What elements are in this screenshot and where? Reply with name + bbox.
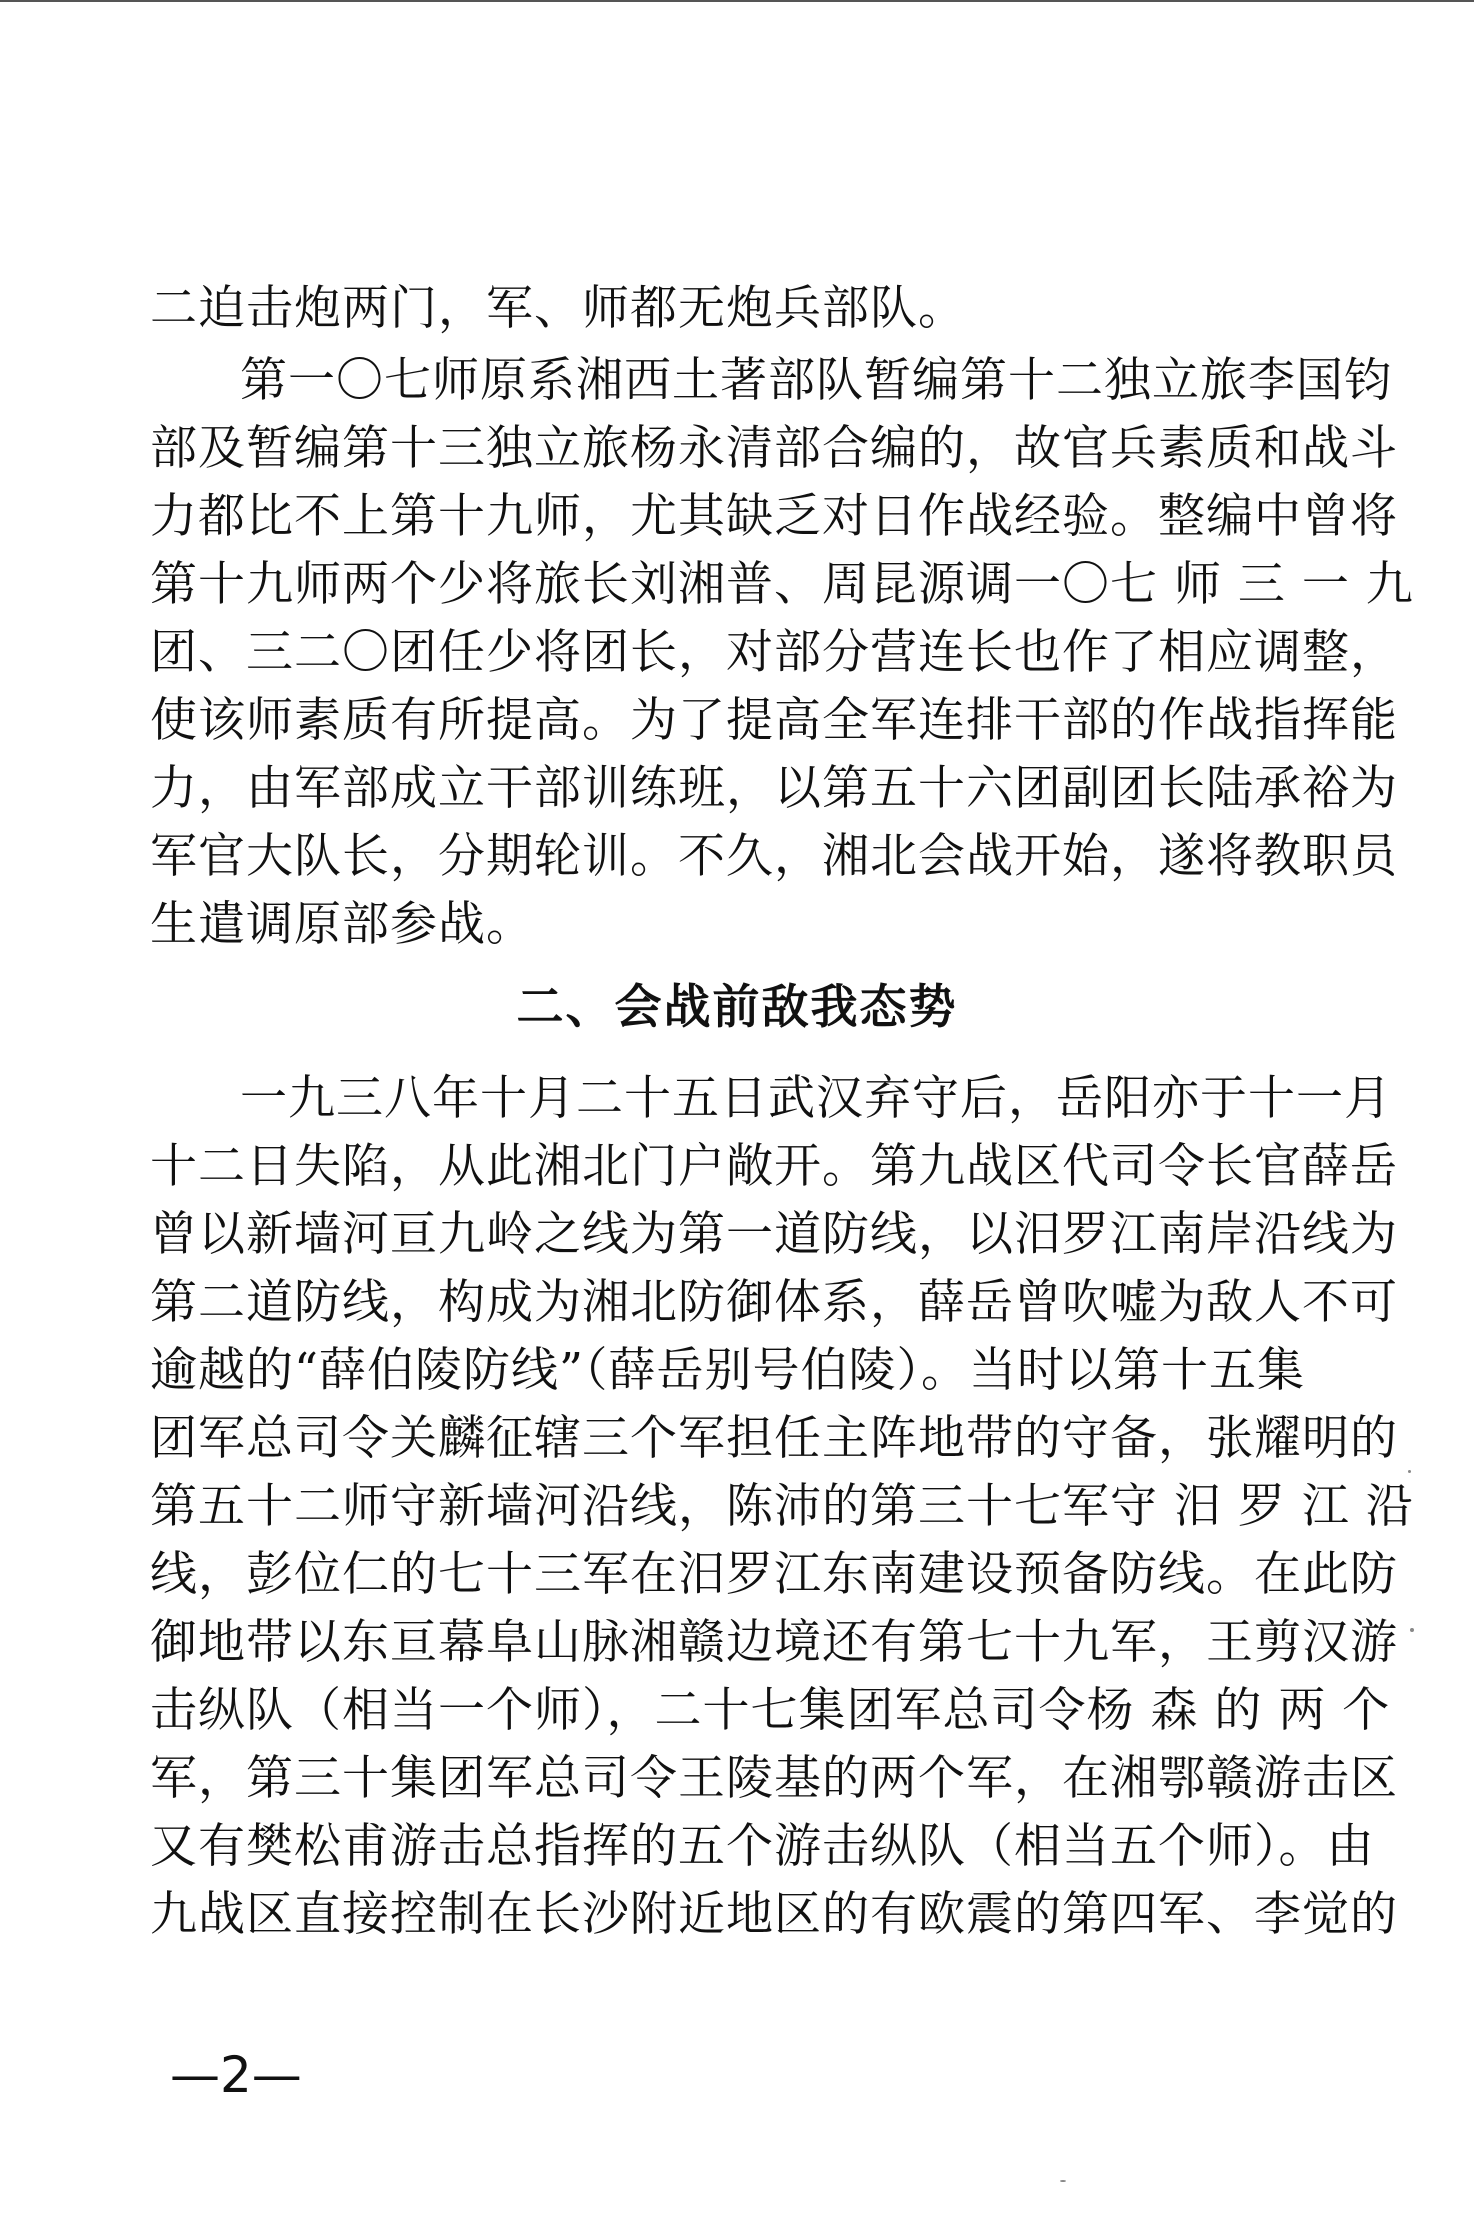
text-line: 一九三八年十月二十五日武汉弃守后，岳阳亦于十一月 bbox=[240, 1071, 1392, 1126]
text-line: 线，彭位仁的七十三军在汨罗江东南建设预备防线。在此防 bbox=[150, 1547, 1398, 1602]
text-line: 第一〇七师原系湘西土著部队暂编第十二独立旅李国钧 bbox=[240, 353, 1392, 408]
text-line: 曾以新墙河亘九岭之线为第一道防线，以汨罗江南岸沿线为 bbox=[150, 1207, 1398, 1262]
text-line: 第二道防线，构成为湘北防御体系，薛岳曾吹嘘为敌人不可 bbox=[150, 1275, 1398, 1330]
text-line: 军，第三十集团军总司令王陵基的两个军，在湘鄂赣游击区 bbox=[150, 1751, 1398, 1806]
text-line: 团、三二〇团任少将团长，对部分营连长也作了相应调整， bbox=[150, 625, 1398, 680]
scan-speck bbox=[1060, 2180, 1066, 2182]
text-line: 九战区直接控制在长沙附近地区的有欧震的第四军、李觉的 bbox=[150, 1887, 1398, 1942]
text-line: 力，由军部成立干部训练班，以第五十六团副团长陆承裕为 bbox=[150, 761, 1398, 816]
text-line: 又有樊松甫游击总指挥的五个游击纵队（相当五个师）。由 bbox=[150, 1819, 1375, 1874]
page-number: —2— bbox=[170, 2046, 302, 2104]
text-line: 军官大队长，分期轮训。不久，湘北会战开始，遂将教职员 bbox=[150, 829, 1398, 884]
text-line: 部及暂编第十三独立旅杨永清部合编的，故官兵素质和战斗 bbox=[150, 421, 1398, 476]
text-line: 击纵队（相当一个师），二十七集团军总司令杨 森 的 两 个 bbox=[150, 1683, 1391, 1738]
text-line: 生遣调原部参战。 bbox=[150, 897, 534, 952]
text-line: 逾越的“薛伯陵防线”（薛岳别号伯陵）。当时以第十五集 bbox=[150, 1343, 1306, 1398]
text-line: 使该师素质有所提高。为了提高全军连排干部的作战指挥能 bbox=[150, 693, 1398, 748]
text-line: 力都比不上第十九师，尤其缺乏对日作战经验。整编中曾将 bbox=[150, 489, 1398, 544]
page-top-rule bbox=[0, 0, 1474, 2]
text-line: 御地带以东亘幕阜山脉湘赣边境还有第七十九军，王剪汉游 bbox=[150, 1615, 1398, 1670]
text-line: 第十九师两个少将旅长刘湘普、周昆源调一〇七 师 三 一 九 bbox=[150, 557, 1414, 612]
scan-speck bbox=[1408, 1470, 1411, 1473]
text-line: 十二日失陷，从此湘北门户敞开。第九战区代司令长官薛岳 bbox=[150, 1139, 1398, 1194]
scan-speck bbox=[1410, 1628, 1414, 1632]
text-line: 二迫击炮两门，军、师都无炮兵部队。 bbox=[150, 281, 966, 336]
section-heading: 二、会战前敌我态势 bbox=[516, 980, 958, 1035]
text-line: 第五十二师守新墙河沿线，陈沛的第三十七军守 汨 罗 江 沿 bbox=[150, 1479, 1414, 1534]
text-line: 团军总司令关麟征辖三个军担任主阵地带的守备，张耀明的 bbox=[150, 1411, 1398, 1466]
